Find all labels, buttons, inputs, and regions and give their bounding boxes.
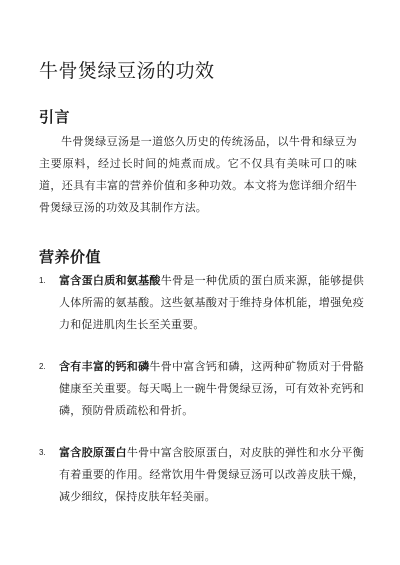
list-item-number: 2. [39, 362, 46, 371]
list-item-number: 3. [39, 448, 46, 457]
nutrition-list [39, 270, 369, 528]
intro-heading: 引言 [39, 108, 71, 127]
list-item [39, 442, 369, 508]
list-item-body: 牛骨中富含钙和磷，这两种矿物质对于骨骼健康至关重要。每天喝上一碗牛骨煲绿豆汤，可有效补充钙和磷，预防骨质疏松和骨折。 [59, 360, 364, 417]
list-item-term: 含有丰富的钙和磷 [59, 360, 150, 373]
list-item-body: 牛骨是一种优质的蛋白质来源，能够提供人体所需的氨基酸。这些氨基酸对于维持身体机能，增强免疫力和促进肌肉生长至关重要。 [59, 274, 364, 331]
list-item-text [59, 442, 364, 508]
intro-paragraph: 牛骨煲绿豆汤是一道悠久历史的传统汤品，以牛骨和绿豆为主要原料，经过长时间的炖煮而成。它不仅具有美味可口的味道，还具有丰富的营养价值和多种功效。本文将为您详细介绍牛骨煲绿豆汤的功效及其制作方法。 [39, 135, 357, 214]
list-item-text [59, 356, 364, 422]
list-item-number: 1. [39, 276, 46, 285]
list-item [39, 356, 369, 422]
document-title: 牛骨煲绿豆汤的功效 [39, 59, 215, 82]
list-item [39, 270, 369, 336]
nutrition-heading: 营养价值 [39, 248, 102, 267]
list-item-term: 富含蛋白质和氨基酸 [59, 274, 161, 287]
list-item-term: 富含胶原蛋白 [59, 446, 127, 459]
list-item-text [59, 270, 364, 336]
list-item-body: 牛骨中富含胶原蛋白，对皮肤的弹性和水分平衡有着重要的作用。经常饮用牛骨煲绿豆汤可以改善皮肤干燥，减少细纹，保持皮肤年轻美丽。 [59, 446, 365, 503]
